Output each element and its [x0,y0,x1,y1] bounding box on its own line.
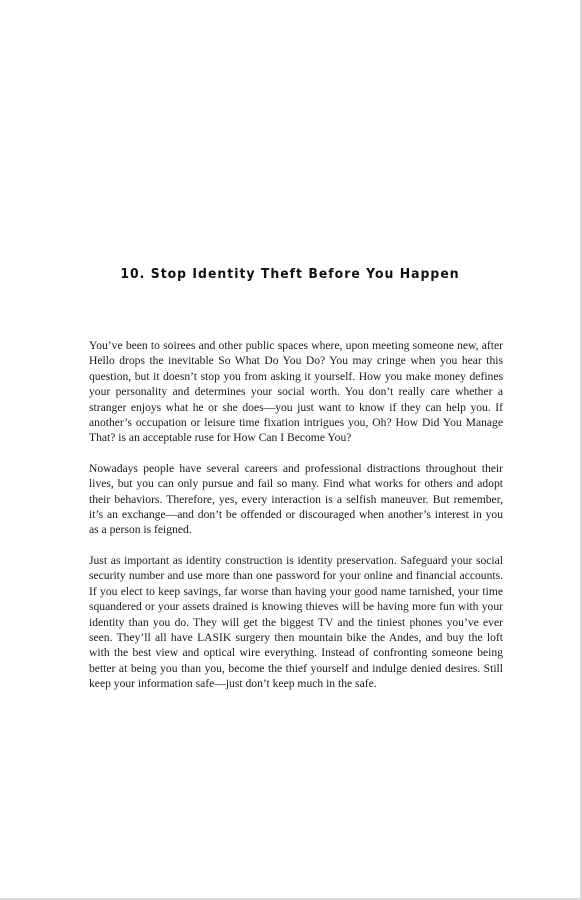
paragraph-1: You’ve been to soirees and other public spaces where, upon meeting someone new, after Hello drops the inevitable So What Do You Do? You may cringe when you hear this question, but it doesn’t stop you from asking it yourself. How you make money defines your personality and determines your social worth. You don’t really care whether a stranger enjoys what he or she does—you just want to know if they can help you. If another’s occupation or leisure time fixation intrigues you, Oh? How Did You Manage That? is an acceptable ruse for How Can I Become You? [89,339,503,445]
body-text [89,338,503,707]
paragraph-2: Nowadays people have several careers and professional distractions throughout their lives, but you can only pursue and fail so many. Find what works for others and adopt their behaviors. Therefore, yes, every interaction is a selfish maneuver. But remember, it’s an exchange—and don’t be offended or discouraged when another’s interest in you as a person is feigned. [89,461,503,537]
paragraph-3: Just as important as identity construction is identity preservation. Safeguard your social security number and use more than one password for your online and financial accounts. If you elect to keep savings, far worse than having your good name tarnished, your time squandered or your assets drained is knowing thieves will be having more fun with your identity than you do. They will get the biggest TV and the tiniest phones you’ve ever seen. They’ll all have LASIK surgery then mountain bike the Andes, and buy the loft with the best view and optical wire everything. Instead of confronting someone being better at being you than you, become the thief yourself and indulge denied desires. Still keep your information safe—just don’t keep much in the safe. [89,553,503,691]
chapter-title: 10. Stop Identity Theft Before You Happen [120,266,460,282]
